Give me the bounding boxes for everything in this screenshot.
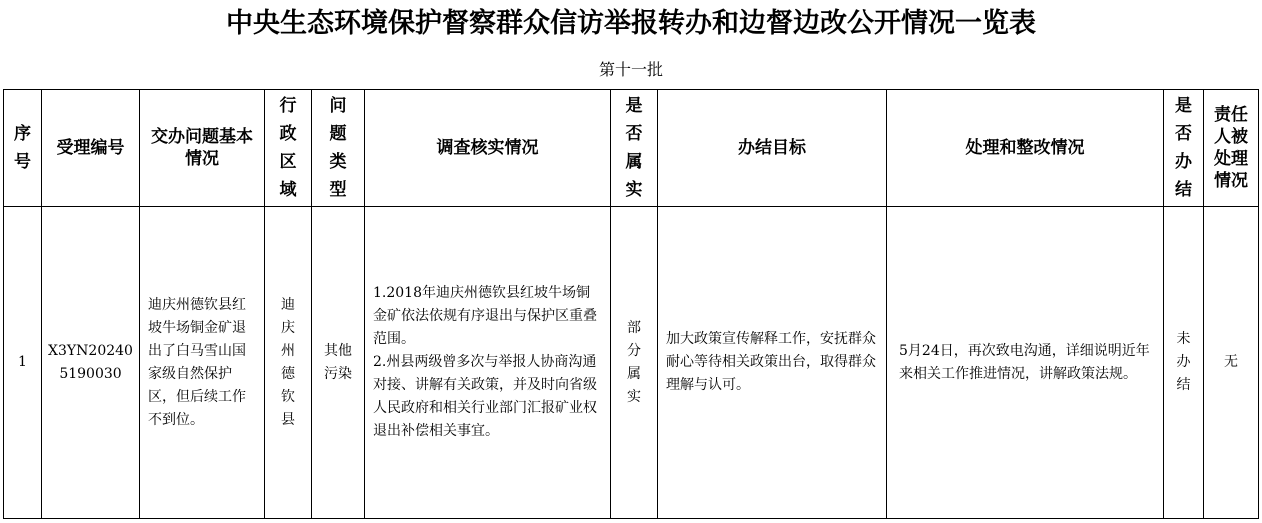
header-goal: 办结目标 <box>658 90 887 207</box>
investigation-point-2: 2.州县两级曾多次与举报人协商沟通对接、讲解有关政策，并及时向省级人民政府和相关行业部门汇报矿业权退出补偿相关事宜。 <box>373 354 597 439</box>
header-region: 行政区域 <box>265 90 312 207</box>
page-title: 中央生态环境保护督察群众信访举报转办和边督边改公开情况一览表 <box>226 8 1036 39</box>
cell-investigation <box>365 207 611 519</box>
header-seq: 序号 <box>4 90 42 207</box>
cell-accountability: 无 <box>1204 207 1259 519</box>
cell-seq: 1 <box>4 207 42 519</box>
cell-goal: 加大政策宣传解释工作，安抚群众耐心等待相关政策出台，取得群众理解与认可。 <box>658 207 887 519</box>
cell-accept-no: X3YN202405190030 <box>42 207 140 519</box>
cell-basic-info: 迪庆州德钦县红坡牛场铜金矿退出了白马雪山国家级自然保护区，但后续工作不到位。 <box>140 207 265 519</box>
header-accountability: 责任人被处理情况 <box>1204 90 1259 207</box>
header-verified: 是否属实 <box>611 90 658 207</box>
batch-subtitle: 第十一批 <box>598 60 663 79</box>
header-closed: 是否办结 <box>1164 90 1204 207</box>
table-row <box>4 207 1259 519</box>
header-handling: 处理和整改情况 <box>887 90 1164 207</box>
report-table <box>3 89 1259 519</box>
header-basic-info: 交办问题基本情况 <box>140 90 265 207</box>
header-issue-type: 问题类型 <box>312 90 365 207</box>
cell-closed: 未办结 <box>1164 207 1204 519</box>
cell-issue-type: 其他污染 <box>312 207 365 519</box>
header-investigation: 调查核实情况 <box>365 90 611 207</box>
table-header-row <box>4 90 1259 207</box>
cell-region: 迪庆州德钦县 <box>265 207 312 519</box>
header-accept-no: 受理编号 <box>42 90 140 207</box>
investigation-point-1: 1.2018年迪庆州德钦县红坡牛场铜金矿依法依规有序退出与保护区重叠范围。 <box>373 285 597 347</box>
cell-verified: 部分属实 <box>611 207 658 519</box>
cell-handling: 5月24日，再次致电沟通，详细说明近年来相关工作推进情况，讲解政策法规。 <box>887 207 1164 519</box>
